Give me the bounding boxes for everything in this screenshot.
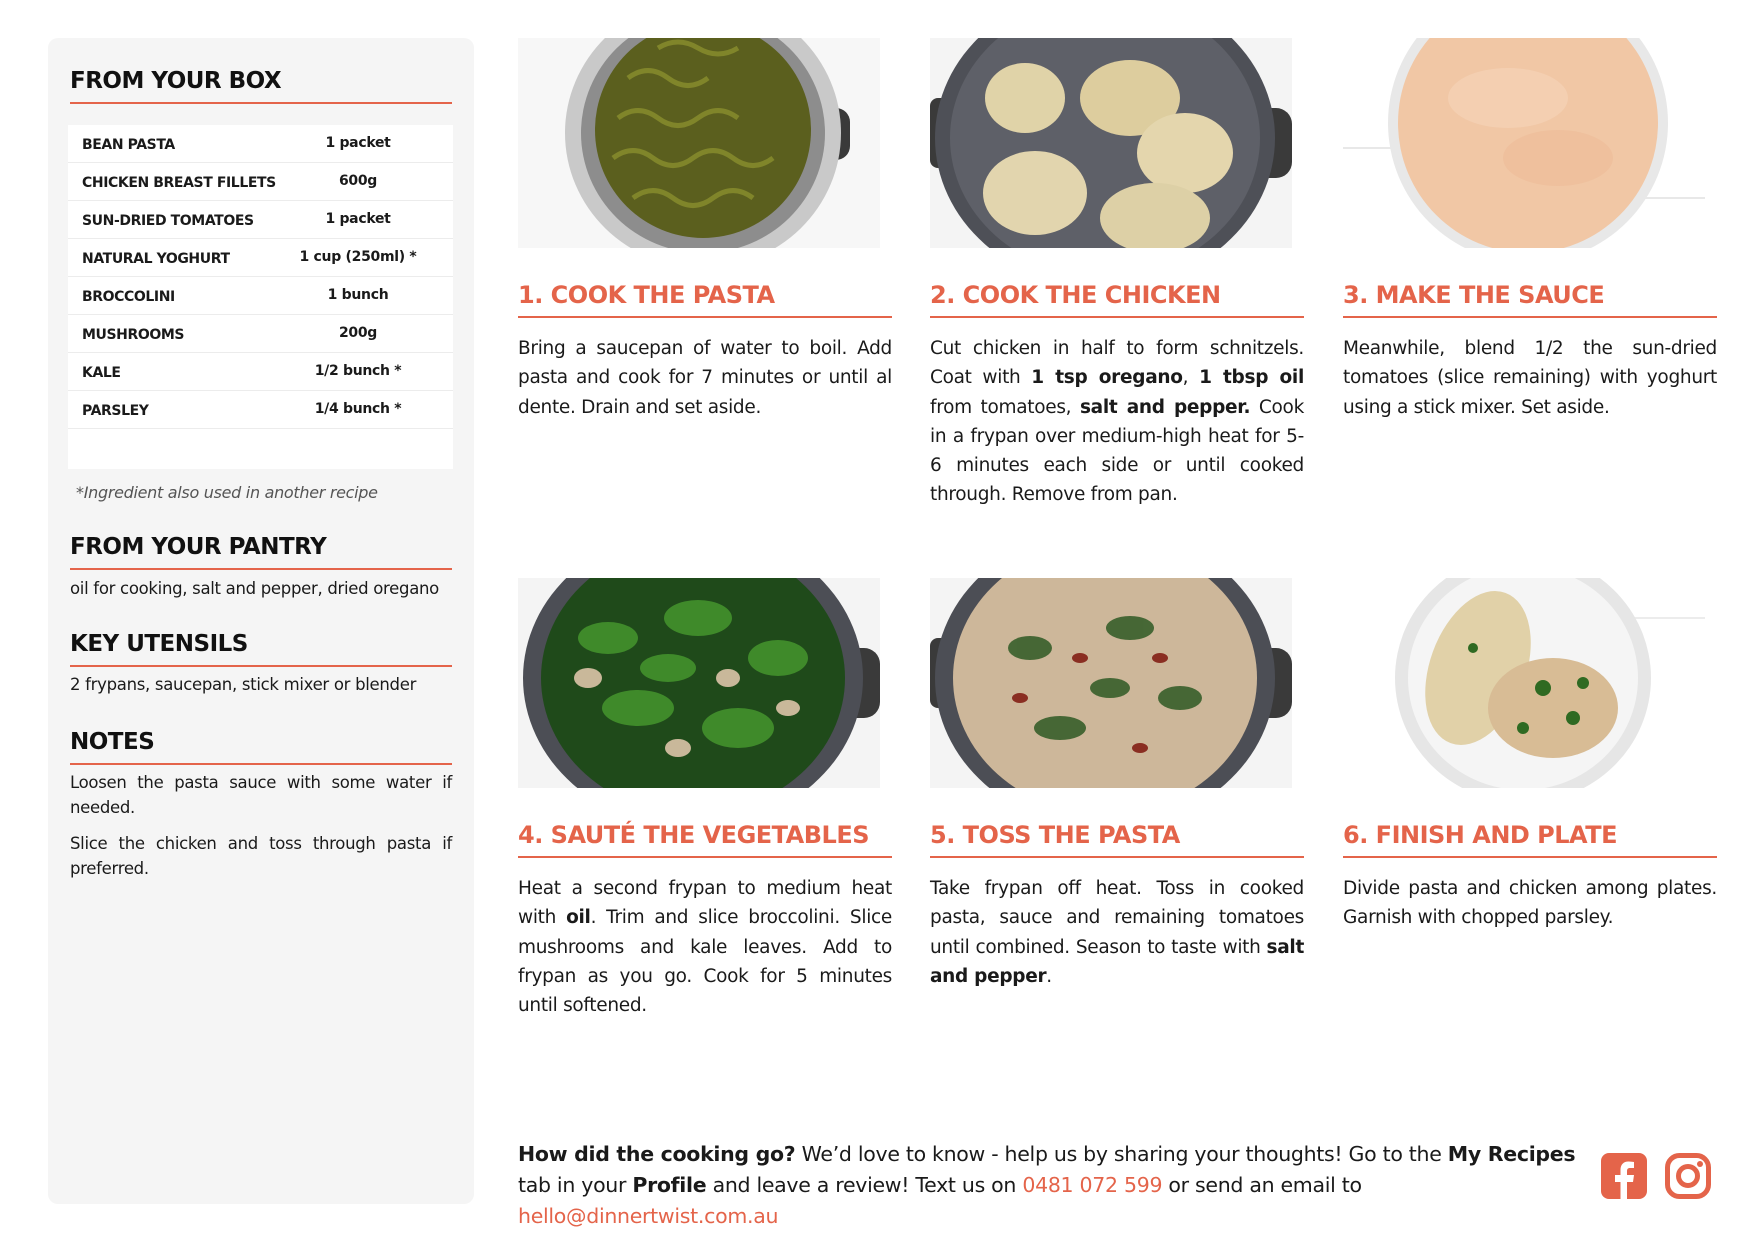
- text-run-bold: 1 tbsp oil: [1199, 367, 1304, 389]
- box-title: FROM YOUR BOX: [70, 68, 452, 104]
- table-row: [68, 201, 453, 239]
- ingredient-name: BROCCOLINI: [82, 289, 175, 305]
- text-run: tab in your: [518, 1173, 633, 1197]
- footer-question: How did the cooking go?: [518, 1142, 796, 1166]
- step-2-body: [930, 334, 1304, 510]
- text-run: from tomatoes,: [930, 396, 1080, 418]
- text-run-bold: salt and pepper: [930, 936, 1304, 987]
- email-link[interactable]: hello@dinnertwist.com.au: [518, 1204, 779, 1228]
- box-ingredients-table: [68, 125, 453, 469]
- text-run-bold: salt and pepper.: [1079, 396, 1251, 418]
- ingredient-qty: 1 cup (250ml) *: [299, 249, 417, 265]
- ingredients-sidebar: [48, 38, 474, 1204]
- step-6-title: 6. FINISH AND PLATE: [1343, 821, 1717, 858]
- ingredient-qty: 600g: [338, 173, 378, 189]
- text-run: .: [1046, 965, 1052, 987]
- text-run-bold: oil: [566, 907, 591, 929]
- ingredient-name: NATURAL YOGHURT: [82, 251, 230, 267]
- notes-title: NOTES: [70, 729, 452, 765]
- note-item: Slice the chicken and toss through pasta if preferred.: [70, 834, 452, 878]
- ingredient-name: SUN-DRIED TOMATOES: [82, 213, 254, 229]
- text-run: or send an email to: [1162, 1173, 1362, 1197]
- step-5-title: 5. TOSS THE PASTA: [930, 821, 1304, 858]
- step-4-body: [518, 874, 892, 1020]
- text-run: Cut chicken in half to form schnitzels. Coat with: [930, 338, 1304, 389]
- step-1-body: Bring a saucepan of water to boil. Add pasta and cook for 7 minutes or until al dente. Drain and set aside.: [518, 338, 892, 418]
- vegetables-frypan-photo: [518, 578, 880, 788]
- chicken-in-frypan-photo: [930, 38, 1292, 248]
- table-row: [68, 391, 453, 429]
- step-2-title: 2. COOK THE CHICKEN: [930, 281, 1304, 318]
- table-row: [68, 277, 453, 315]
- text-run: Take frypan off heat. Toss in cooked pasta, sauce and remaining tomatoes until combined. Season to taste with: [930, 878, 1304, 958]
- step-6-body: Divide pasta and chicken among plates. Garnish with chopped parsley.: [1343, 878, 1717, 929]
- ingredient-qty: 1/4 bunch *: [314, 401, 402, 417]
- plated-dish-photo: [1343, 578, 1705, 788]
- text-run: We’d love to know - help us by sharing your thoughts! Go to the: [795, 1142, 1448, 1166]
- table-row: [68, 239, 453, 277]
- pasta-frypan-photo: [930, 578, 1292, 788]
- ingredient-name: BEAN PASTA: [82, 137, 175, 153]
- sauce-bowl-photo: [1343, 38, 1705, 248]
- text-run: ,: [1182, 367, 1200, 389]
- phone-link[interactable]: 0481 072 599: [1022, 1173, 1163, 1197]
- my-recipes-label: My Recipes: [1447, 1142, 1576, 1166]
- ingredient-qty: 1 packet: [325, 135, 391, 151]
- feedback-footer: [518, 1139, 1578, 1232]
- table-row: [68, 163, 453, 201]
- text-run: Heat a second frypan to medium heat with: [518, 878, 892, 929]
- text-run: . Trim and slice broccolini. Slice mushrooms and kale leaves. Add to frypan as you go. Cook for 5 minutes until softened.: [518, 907, 892, 1017]
- step-5-body: [930, 874, 1304, 991]
- ingredient-name: PARSLEY: [82, 403, 149, 419]
- table-row: [68, 353, 453, 391]
- step-3-body: Meanwhile, blend 1/2 the sun-dried tomatoes (slice remaining) with yoghurt using a stick mixer. Set aside.: [1343, 338, 1717, 418]
- facebook-icon[interactable]: [1601, 1153, 1647, 1199]
- ingredient-qty: 200g: [338, 325, 378, 341]
- text-run-bold: 1 tsp oregano: [1031, 367, 1183, 389]
- table-row: [68, 125, 453, 163]
- instagram-icon[interactable]: [1665, 1153, 1711, 1199]
- ingredient-qty: 1 bunch: [327, 287, 389, 303]
- text-run: Cook in a frypan over medium-high heat for 5-6 minutes each side or until cooked through. Remove from pan.: [930, 396, 1304, 506]
- ingredient-qty: 1/2 bunch *: [314, 363, 402, 379]
- note-item: Loosen the pasta sauce with some water if needed.: [70, 773, 452, 817]
- ingredient-name: MUSHROOMS: [82, 327, 185, 343]
- profile-label: Profile: [632, 1173, 707, 1197]
- step-1-title: 1. COOK THE PASTA: [518, 281, 892, 318]
- pasta-in-colander-photo: [518, 38, 880, 248]
- pantry-title: FROM YOUR PANTRY: [70, 534, 452, 570]
- footnote: *Ingredient also used in another recipe: [76, 483, 378, 502]
- pantry-text: oil for cooking, salt and pepper, dried oregano: [70, 579, 439, 598]
- step-4-title: 4. SAUTÉ THE VEGETABLES: [518, 821, 892, 858]
- ingredient-name: KALE: [82, 365, 121, 381]
- utensils-text: 2 frypans, saucepan, stick mixer or blender: [70, 675, 417, 694]
- table-row: [68, 315, 453, 353]
- utensils-title: KEY UTENSILS: [70, 631, 452, 667]
- ingredient-name: CHICKEN BREAST FILLETS: [82, 175, 276, 191]
- step-3-title: 3. MAKE THE SAUCE: [1343, 281, 1717, 318]
- text-run: and leave a review! Text us on: [706, 1173, 1023, 1197]
- ingredient-qty: 1 packet: [325, 211, 391, 227]
